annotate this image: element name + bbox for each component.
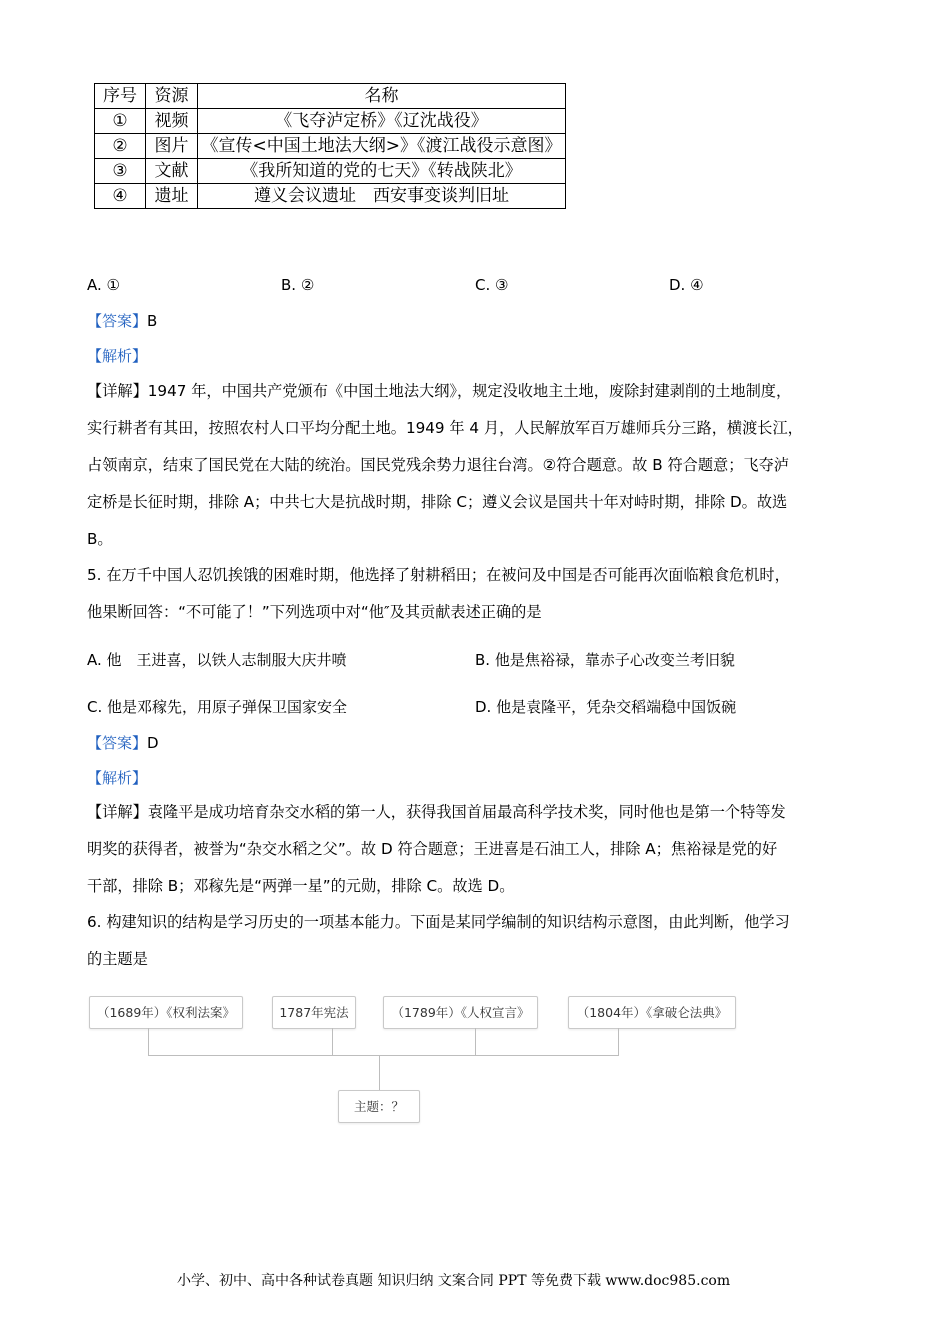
- q4-detail: [87, 373, 803, 558]
- resource-table: [94, 83, 566, 209]
- q4-analysis-label: 【解析】: [87, 347, 148, 365]
- table-cell: 视频: [146, 109, 198, 134]
- detail-line: 实行耕者有其田，按照农村人口平均分配土地。1949 年 4 月，人民解放军百万雄师兵分三路，横渡长江，: [87, 419, 803, 437]
- table-row: [95, 184, 566, 209]
- detail-line: 明奖的获得者，被誉为“杂交水稻之父”。故 D 符合题意；王进喜是石油工人，排除 A；焦裕禄是党的好: [87, 840, 778, 858]
- detail-line: B。: [87, 530, 113, 548]
- table-cell: ①: [95, 109, 146, 134]
- table-row: [95, 109, 566, 134]
- answer-value: B: [147, 312, 158, 330]
- q5-analysis-label: 【解析】: [87, 769, 148, 787]
- q5-answer: [87, 733, 159, 753]
- stem-line: 5. 在万千中国人忍饥挨饿的困难时期，他选择了射耕稻田；在被问及中国是否可能再次面临粮食危机时，: [87, 566, 790, 584]
- q4-option-a: A. ①: [87, 276, 120, 294]
- footer-text: 小学、初中、高中各种试卷真题 知识归纳 文案合同 PPT 等免费下载 www.doc985.com: [177, 1273, 731, 1289]
- answer-label: 【答案】: [87, 734, 148, 752]
- stem-line: 的主题是: [87, 950, 148, 968]
- table-cell: 遗址: [146, 184, 198, 209]
- detail-line: 【详解】1947 年，中国共产党颁布《中国土地法大纲》，规定没收地主土地，废除封建剥削的土地制度，: [87, 382, 792, 400]
- table-header-cell: 名称: [198, 84, 566, 109]
- q4-option-c: C. ③: [475, 276, 509, 294]
- table-cell: 图片: [146, 134, 198, 159]
- table-cell: 遵义会议遗址 西安事变谈判旧址: [198, 184, 566, 209]
- table-row: [95, 134, 566, 159]
- connector-line: [148, 1028, 149, 1055]
- connector-line: [148, 1055, 619, 1056]
- q4-option-d: D. ④: [669, 276, 704, 294]
- table-cell: 《我所知道的党的七天》《转战陕北》: [198, 159, 566, 184]
- table-cell: ②: [95, 134, 146, 159]
- answer-value: D: [147, 734, 159, 752]
- connector-line: [379, 1055, 380, 1091]
- q5-option-d: D. 他是袁隆平，凭杂交稻端稳中国饭碗: [475, 698, 737, 716]
- table-header-cell: 序号: [95, 84, 146, 109]
- theme-box: 主题：？: [338, 1090, 420, 1123]
- answer-label: 【答案】: [87, 312, 148, 330]
- connector-line: [618, 1028, 619, 1055]
- table-row: [95, 159, 566, 184]
- stem-line: 他果断回答：“不可能了！”下列选项中对“他″及其贡献表述正确的是: [87, 603, 542, 621]
- table-header-cell: 资源: [146, 84, 198, 109]
- detail-label: 【详解】: [87, 803, 148, 821]
- stem-line: 6. 构建知识的结构是学习历史的一项基本能力。下面是某同学编制的知识结构示意图，由此判断，他学习: [87, 913, 790, 931]
- detail-line: 占领南京，结束了国民党在大陆的统治。国民党残余势力退往台湾。②符合题意。故 B 符合题意；飞夺泸: [87, 456, 789, 474]
- detail-line: 定桥是长征时期，排除 A；中共七大是抗战时期，排除 C；遵义会议是国共十年对峙时期，排除 D。故选: [87, 493, 788, 511]
- diagram-box: 1787年宪法: [272, 996, 356, 1029]
- detail-line: 【详解】袁隆平是成功培育杂交水稻的第一人，获得我国首届最高科学技术奖，同时他也是第一个特等发: [87, 803, 786, 821]
- q5-detail: [87, 794, 786, 905]
- diagram-box: （1804年）《拿破仑法典》: [568, 996, 736, 1029]
- detail-label: 【详解】: [87, 382, 148, 400]
- table-cell: 《宣传<中国土地法大纲>》《渡江战役示意图》: [198, 134, 566, 159]
- diagram-box: （1689年）《权利法案》: [89, 996, 243, 1029]
- q5-option-b: B. 他是焦裕禄，靠赤子心改变兰考旧貌: [475, 651, 735, 669]
- table-cell: 文献: [146, 159, 198, 184]
- table-cell: ④: [95, 184, 146, 209]
- table-cell: 《飞夺泸定桥》《辽沈战役》: [198, 109, 566, 134]
- q4-answer: [87, 311, 157, 331]
- q4-option-b: B. ②: [281, 276, 315, 294]
- connector-line: [475, 1028, 476, 1055]
- connector-line: [332, 1028, 333, 1055]
- table-header-row: [95, 84, 566, 109]
- detail-line: 干部，排除 B；邓稼先是“两弹一星”的元勋，排除 C。故选 D。: [87, 877, 515, 895]
- table-cell: ③: [95, 159, 146, 184]
- q5-option-a: A. 他 王进喜，以铁人志制服大庆井喷: [87, 651, 347, 669]
- q5-stem: [87, 557, 790, 631]
- diagram-box: （1789年）《人权宣言》: [383, 996, 538, 1029]
- q6-stem: [87, 904, 790, 978]
- q5-option-c: C. 他是邓稼先，用原子弹保卫国家安全: [87, 698, 348, 716]
